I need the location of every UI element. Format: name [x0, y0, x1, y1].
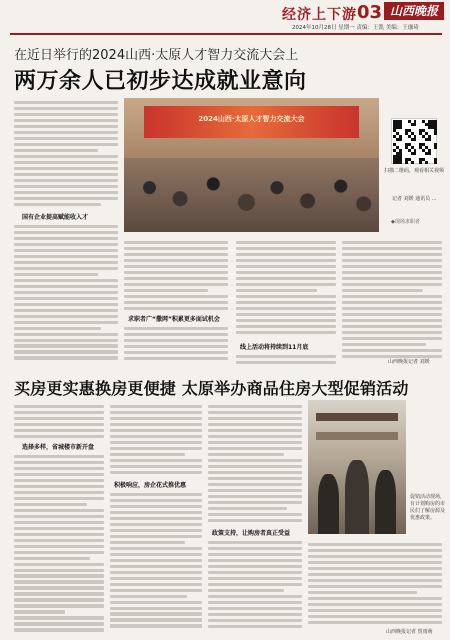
body-text-line: [208, 541, 302, 544]
body-text-line: [110, 559, 202, 562]
body-text-line: [14, 261, 118, 264]
body-text-line: [342, 253, 442, 256]
story1-column-1: [14, 222, 118, 362]
body-text-line: [308, 603, 442, 606]
body-text-line: [14, 405, 104, 408]
body-text-line: [236, 247, 336, 250]
body-text-line: [14, 598, 104, 601]
body-text-line: [110, 607, 202, 610]
body-text-line: [236, 277, 336, 280]
qr-module: [405, 161, 408, 164]
body-text-line: [308, 543, 442, 546]
body-text-line: [14, 423, 104, 426]
body-text-line: [124, 295, 228, 298]
story1-byline: 记者 刘媛 通讯员 ...: [392, 196, 437, 202]
body-text-line: [14, 203, 101, 206]
body-text-line: [208, 465, 302, 468]
story2-column-1a: [14, 402, 104, 438]
story2-column-3b: [208, 538, 302, 632]
body-text-line: [208, 435, 302, 438]
body-text-line: [14, 580, 104, 583]
body-text-line: [14, 309, 118, 312]
story1-column-3b: [236, 352, 336, 366]
body-text-line: [342, 301, 442, 304]
story1-intro-column: [14, 98, 118, 208]
body-text-line: [14, 303, 118, 306]
body-text-line: [14, 137, 118, 140]
body-text-line: [342, 319, 442, 322]
body-text-line: [124, 247, 228, 250]
body-text-line: [308, 585, 442, 588]
story1-column-2: [124, 238, 228, 310]
body-text-line: [308, 567, 442, 570]
body-text-line: [110, 471, 202, 474]
body-text-line: [208, 613, 302, 616]
body-text-line: [342, 331, 442, 334]
body-text-line: [342, 259, 442, 262]
qr-module: [411, 161, 414, 164]
body-text-line: [110, 553, 202, 556]
qr-module: [414, 138, 417, 141]
body-text-line: [208, 459, 302, 462]
body-text-line: [14, 461, 104, 464]
body-text-line: [124, 259, 228, 262]
body-text-line: [14, 592, 104, 595]
body-text-line: [14, 143, 118, 146]
body-text-line: [110, 447, 202, 450]
body-text-line: [14, 455, 104, 458]
story2-column-1b: [14, 452, 104, 632]
body-text-line: [342, 289, 423, 292]
body-text-line: [110, 453, 185, 456]
body-text-line: [14, 225, 118, 228]
body-text-line: [308, 621, 442, 624]
body-text-line: [208, 625, 302, 628]
body-text-line: [110, 423, 202, 426]
body-text-line: [110, 435, 202, 438]
body-text-line: [208, 447, 302, 450]
body-text-line: [14, 473, 104, 476]
body-text-line: [14, 167, 118, 170]
page-header: [0, 0, 450, 40]
body-text-line: [342, 283, 442, 286]
story2-column-4: [308, 540, 442, 626]
body-text-line: [342, 247, 442, 250]
body-text-line: [342, 295, 442, 298]
body-text-line: [14, 497, 104, 500]
page-number: 03: [357, 2, 383, 23]
body-text-line: [236, 325, 336, 328]
body-text-line: [14, 610, 65, 613]
body-text-line: [110, 565, 202, 568]
body-text-line: [208, 423, 302, 426]
photo-sign: [316, 413, 398, 421]
job-fair-photo-caption: ◆现场求职者: [391, 219, 420, 225]
body-text-line: [14, 327, 101, 330]
body-text-line: [208, 417, 302, 420]
body-text-line: [236, 331, 336, 334]
body-text-line: [236, 283, 336, 286]
body-text-line: [342, 307, 442, 310]
body-text-line: [14, 155, 118, 158]
body-text-line: [14, 249, 118, 252]
body-text-line: [110, 583, 202, 586]
body-text-line: [124, 345, 228, 348]
story2-subhead-2: 积极响应，房企花式推优惠: [114, 482, 187, 489]
body-text-line: [14, 285, 118, 288]
body-text-line: [124, 265, 228, 268]
body-text-line: [14, 551, 104, 554]
qr-module: [414, 123, 417, 126]
body-text-line: [124, 241, 228, 244]
body-text-line: [308, 555, 442, 558]
body-text-line: [308, 597, 442, 600]
body-text-line: [14, 149, 98, 152]
body-text-line: [208, 501, 302, 504]
body-text-line: [236, 265, 336, 268]
body-text-line: [14, 237, 118, 240]
body-text-line: [14, 616, 104, 619]
housing-photo-caption: 促销活动现场，有计划购房的市民们了解房源及优惠政策。: [410, 494, 446, 521]
body-text-line: [14, 321, 118, 324]
body-text-line: [110, 529, 202, 532]
story2-subhead-1: 选择多样，省城楼市新开盘: [22, 444, 95, 451]
body-text-line: [14, 131, 118, 134]
body-text-line: [14, 563, 104, 566]
body-text-line: [208, 589, 284, 592]
body-text-line: [236, 289, 317, 292]
body-text-line: [14, 509, 104, 512]
body-text-line: [308, 591, 417, 594]
body-text-line: [236, 259, 336, 262]
body-text-line: [110, 465, 202, 468]
masthead-logo: 山西晚报: [384, 2, 444, 20]
body-text-line: [14, 417, 104, 420]
story1-subhead-1: 国有企业提高赋能收入才: [22, 214, 89, 221]
body-text-line: [208, 601, 302, 604]
body-text-line: [124, 307, 228, 310]
body-text-line: [124, 357, 228, 360]
body-text-line: [14, 101, 118, 104]
body-text-line: [208, 565, 302, 568]
qr-module: [434, 146, 437, 149]
story2-headline: 买房更实惠换房更便捷 太原举办商品住房大型促销活动: [14, 379, 409, 398]
body-text-line: [110, 405, 202, 408]
body-text-line: [208, 507, 287, 510]
body-text-line: [14, 231, 118, 234]
body-text-line: [14, 279, 118, 282]
body-text-line: [110, 535, 202, 538]
story1-column-3: [236, 238, 336, 338]
body-text-line: [208, 577, 302, 580]
body-text-line: [208, 571, 302, 574]
story2-column-3a: [208, 402, 302, 522]
body-text-line: [124, 271, 228, 274]
body-text-line: [208, 559, 302, 562]
body-text-line: [208, 513, 302, 516]
body-text-line: [124, 277, 228, 280]
body-text-line: [110, 511, 202, 514]
body-text-line: [208, 547, 302, 550]
body-text-line: [236, 301, 336, 304]
photo-person: [345, 460, 369, 534]
qr-module: [428, 152, 431, 155]
job-fair-banner: [144, 106, 358, 138]
body-text-line: [14, 604, 104, 607]
body-text-line: [342, 265, 442, 268]
qr-module: [434, 132, 437, 135]
body-text-line: [14, 273, 98, 276]
body-text-line: [208, 483, 302, 486]
body-text-line: [342, 337, 442, 340]
body-text-line: [14, 539, 104, 542]
body-text-line: [14, 586, 104, 589]
body-text-line: [110, 547, 202, 550]
story2-column-2b: [110, 490, 202, 632]
body-text-line: [14, 267, 118, 270]
body-text-line: [124, 351, 228, 354]
body-text-line: [342, 241, 442, 244]
story2-credit: 山西晚报记者 贺雨萌: [386, 629, 433, 635]
body-text-line: [308, 573, 442, 576]
body-text-line: [124, 333, 228, 336]
body-text-line: [14, 315, 118, 318]
body-text-line: [208, 441, 302, 444]
body-text-line: [14, 569, 104, 572]
body-text-line: [308, 561, 442, 564]
body-text-line: [110, 612, 202, 615]
body-text-line: [110, 595, 187, 598]
body-text-line: [14, 491, 104, 494]
body-text-line: [124, 339, 228, 342]
body-text-line: [236, 313, 336, 316]
body-text-line: [14, 467, 104, 470]
body-text-line: [236, 361, 336, 364]
body-text-line: [14, 435, 104, 438]
body-text-line: [236, 319, 336, 322]
body-text-line: [14, 350, 118, 353]
photo-sign: [316, 432, 398, 440]
body-text-line: [208, 607, 302, 610]
story1-column-4: [342, 238, 442, 358]
body-text-line: [14, 119, 118, 122]
housing-promo-photo: [308, 400, 406, 534]
body-text-line: [208, 411, 302, 414]
body-text-line: [14, 185, 118, 188]
body-text-line: [124, 289, 208, 292]
body-text-line: [14, 333, 118, 336]
dateline: 2024年10月28日 星期一 责编：王凯 美编：王珈琦: [292, 25, 419, 31]
body-text-line: [208, 477, 302, 480]
story1-headline: 两万余人已初步达成就业意向: [14, 69, 307, 94]
qr-module: [425, 161, 428, 164]
body-text-line: [14, 521, 104, 524]
section-name: 经济上下游: [282, 7, 357, 23]
body-text-line: [208, 519, 302, 522]
qr-module: [428, 138, 431, 141]
qr-module: [434, 161, 437, 164]
body-text-line: [124, 253, 228, 256]
body-text-line: [110, 589, 202, 592]
qr-module: [399, 161, 402, 164]
story1-credit: 山西晚报记者 刘媛: [388, 359, 430, 365]
job-fair-crowd: [124, 158, 379, 232]
body-text-line: [14, 485, 104, 488]
body-text-line: [208, 405, 302, 408]
body-text-line: [14, 479, 104, 482]
body-text-line: [110, 459, 202, 462]
body-text-line: [308, 615, 442, 618]
body-text-line: [14, 179, 118, 182]
body-text-line: [236, 271, 336, 274]
body-text-line: [14, 411, 104, 414]
story2-subhead-3: 政策支持，让购房者真正受益: [212, 530, 291, 537]
body-text-line: [308, 609, 442, 612]
body-text-line: [14, 527, 104, 530]
body-text-line: [14, 533, 104, 536]
body-text-line: [308, 549, 442, 552]
body-text-line: [14, 125, 118, 128]
body-text-line: [124, 283, 228, 286]
body-text-line: [14, 243, 118, 246]
body-text-line: [110, 571, 202, 574]
body-text-line: [124, 301, 228, 304]
body-text-line: [110, 618, 202, 621]
header-rule: [10, 33, 442, 35]
body-text-line: [14, 557, 90, 560]
body-text-line: [14, 574, 104, 577]
body-text-line: [342, 313, 442, 316]
body-text-line: [110, 624, 202, 627]
body-text-line: [208, 429, 302, 432]
body-text-line: [208, 595, 302, 598]
story1-column-2b: [124, 324, 228, 364]
body-text-line: [208, 495, 302, 498]
body-text-line: [342, 277, 442, 280]
body-text-line: [14, 173, 118, 176]
body-text-line: [110, 541, 185, 544]
body-text-line: [110, 517, 202, 520]
body-text-line: [342, 325, 442, 328]
body-text-line: [110, 523, 202, 526]
body-text-line: [110, 417, 202, 420]
body-text-line: [14, 622, 104, 625]
qr-module: [399, 138, 402, 141]
body-text-line: [208, 489, 302, 492]
body-text-line: [14, 191, 118, 194]
body-text-line: [236, 295, 336, 298]
body-text-line: [110, 493, 202, 496]
story2-column-2a: [110, 402, 202, 476]
body-text-line: [110, 577, 202, 580]
body-text-line: [208, 471, 302, 474]
body-text-line: [110, 411, 202, 414]
qr-code-icon[interactable]: [391, 118, 437, 164]
body-text-line: [14, 429, 104, 432]
body-text-line: [124, 327, 228, 330]
body-text-line: [236, 307, 336, 310]
body-text-line: [14, 356, 118, 359]
body-text-line: [208, 553, 302, 556]
job-fair-banner-text: 2024山西·太原人才智力交流大会: [198, 115, 305, 124]
body-text-line: [14, 161, 118, 164]
body-text-line: [14, 107, 118, 110]
body-text-line: [342, 271, 442, 274]
job-fair-photo: [124, 98, 379, 232]
body-text-line: [14, 197, 118, 200]
body-text-line: [308, 579, 442, 582]
qr-module: [399, 126, 402, 129]
body-text-line: [14, 113, 118, 116]
body-text-line: [110, 505, 202, 508]
body-text-line: [208, 583, 302, 586]
body-text-line: [236, 241, 336, 244]
body-text-line: [110, 601, 202, 604]
body-text-line: [110, 441, 202, 444]
body-text-line: [208, 619, 302, 622]
body-text-line: [208, 453, 284, 456]
body-text-line: [110, 429, 202, 432]
body-text-line: [14, 255, 118, 258]
story1-kicker: 在近日举行的2024山西·太原人才智力交流大会上: [14, 48, 299, 63]
body-text-line: [14, 339, 118, 342]
body-text-line: [14, 297, 118, 300]
qr-module: [414, 152, 417, 155]
body-text-line: [342, 349, 442, 352]
body-text-line: [110, 499, 202, 502]
body-text-line: [236, 253, 336, 256]
body-text-line: [14, 344, 118, 347]
qr-module: [419, 161, 422, 164]
body-text-line: [14, 515, 104, 518]
photo-person: [375, 470, 397, 534]
body-text-line: [342, 343, 426, 346]
body-text-line: [14, 545, 104, 548]
body-text-line: [14, 503, 87, 506]
body-text-line: [236, 355, 336, 358]
body-text-line: [14, 291, 118, 294]
story1-subhead-2: 求职者广“撒网”积累更多面试机会: [128, 316, 220, 323]
photo-person: [318, 474, 340, 534]
qr-caption: 扫描二维码，观看相关视频: [384, 168, 445, 174]
body-text-line: [14, 628, 104, 631]
story1-subhead-3: 线上活动将持续到11月底: [240, 344, 309, 351]
